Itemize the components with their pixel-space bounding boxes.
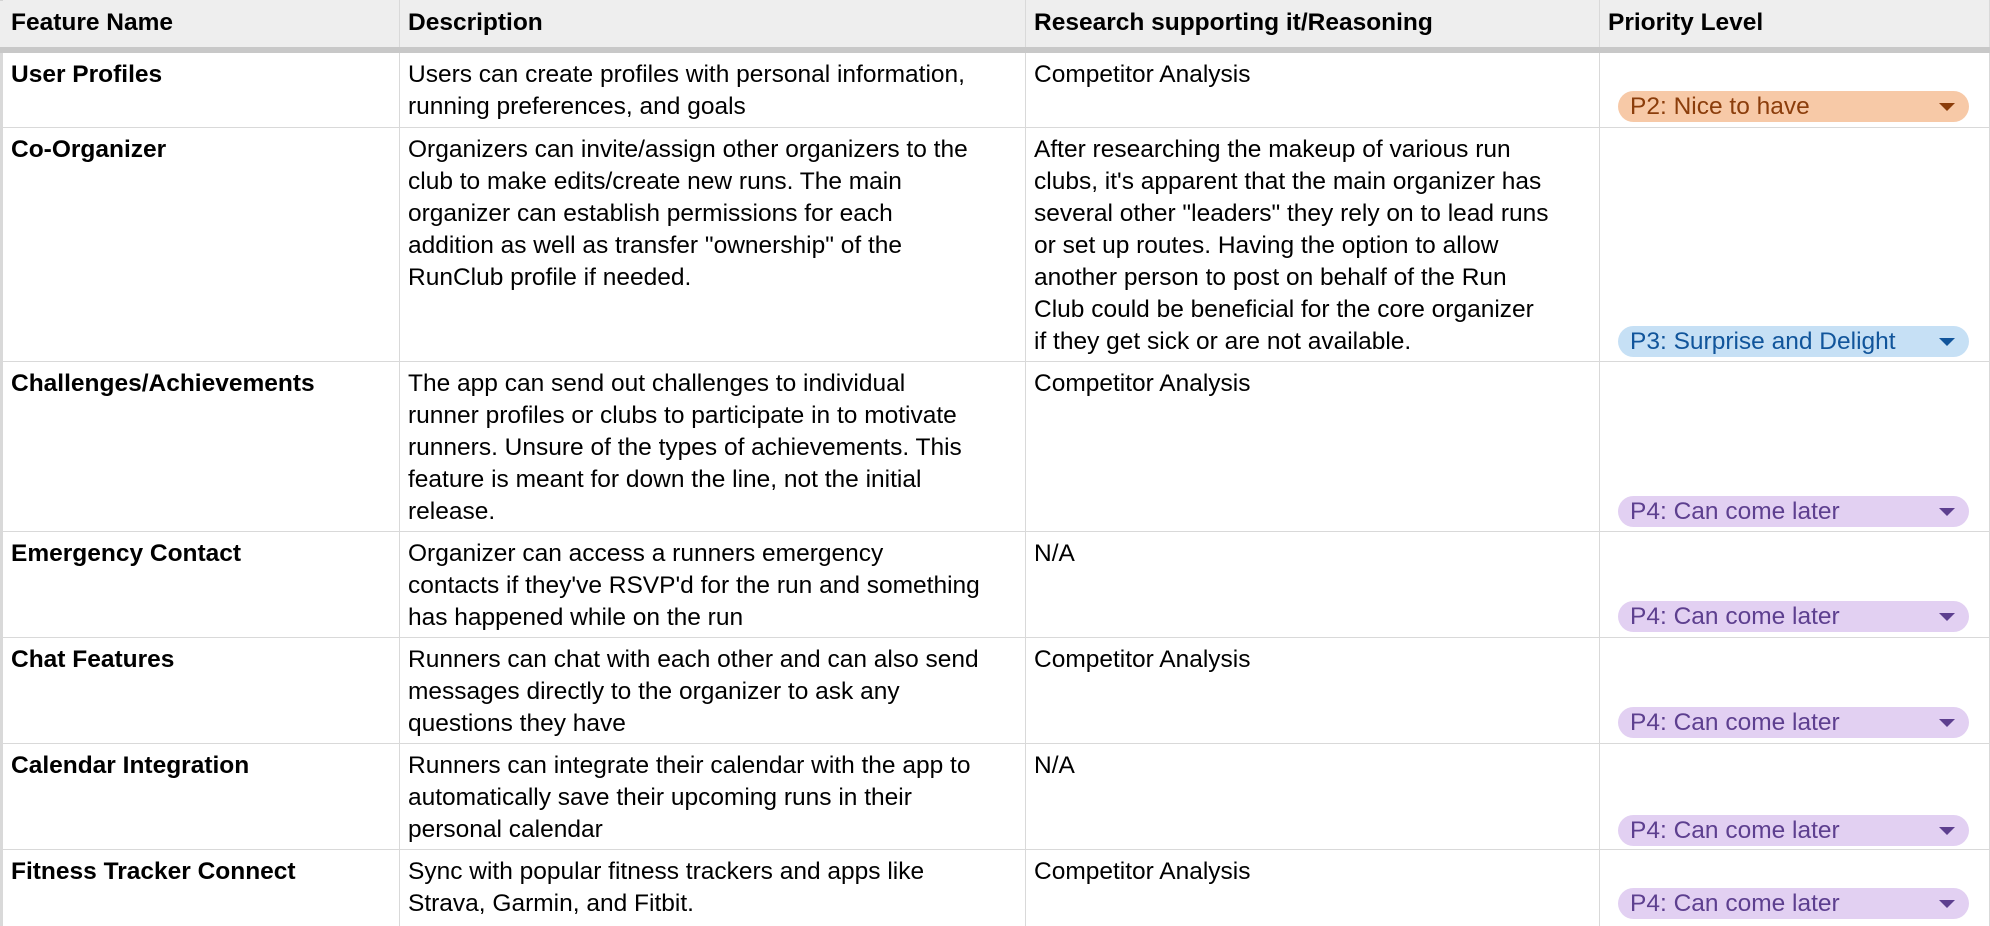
text-line: Competitor Analysis	[1034, 858, 1251, 885]
dropdown-caret-icon	[1939, 508, 1955, 516]
text-line: or set up routes. Having the option to allow	[1034, 232, 1499, 259]
text-line: has happened while on the run	[408, 604, 744, 631]
text-line: N/A	[1034, 540, 1075, 567]
dropdown-caret-icon	[1939, 613, 1955, 621]
priority-dropdown-chip[interactable]	[1618, 888, 1969, 919]
cell-description[interactable]	[400, 744, 1026, 850]
priority-label: P4: Can come later	[1630, 709, 1840, 736]
text-line: Club could be beneficial for the core organizer	[1034, 296, 1534, 323]
cell-feature-name[interactable]: Co-Organizer	[3, 128, 400, 362]
priority-dropdown-chip[interactable]	[1618, 707, 1969, 738]
dropdown-caret-icon	[1939, 103, 1955, 111]
cell-description[interactable]	[400, 128, 1026, 362]
cell-description[interactable]	[400, 53, 1026, 128]
priority-dropdown-chip[interactable]	[1618, 601, 1969, 632]
text-line: messages directly to the organizer to ask any	[408, 678, 900, 705]
text-line: N/A	[1034, 752, 1075, 779]
text-line: Runners can chat with each other and can also send	[408, 646, 979, 673]
cell-feature-name[interactable]: User Profiles	[3, 53, 400, 128]
priority-label: P4: Can come later	[1630, 603, 1840, 630]
text-line: personal calendar	[408, 816, 603, 843]
dropdown-caret-icon	[1939, 338, 1955, 346]
cell-description[interactable]	[400, 362, 1026, 532]
header-feature-name[interactable]: Feature Name	[3, 0, 400, 48]
text-line: club to make edits/create new runs. The main	[408, 168, 902, 195]
dropdown-caret-icon	[1939, 719, 1955, 727]
text-line: Strava, Garmin, and Fitbit.	[408, 890, 694, 917]
priority-label: P4: Can come later	[1630, 890, 1840, 917]
cell-feature-name[interactable]: Challenges/Achievements	[3, 362, 400, 532]
text-line: runner profiles or clubs to participate in to motivate	[408, 402, 957, 429]
header-research[interactable]: Research supporting it/Reasoning	[1026, 0, 1600, 48]
cell-feature-name[interactable]: Fitness Tracker Connect	[3, 850, 400, 926]
text-line: Runners can integrate their calendar with the app to	[408, 752, 971, 779]
text-line: another person to post on behalf of the Run	[1034, 264, 1507, 291]
cell-research[interactable]	[1026, 128, 1600, 362]
text-line: After researching the makeup of various run	[1034, 136, 1511, 163]
cell-research[interactable]	[1026, 744, 1600, 850]
priority-dropdown-chip[interactable]	[1618, 496, 1969, 527]
text-line: questions they have	[408, 710, 626, 737]
cell-research[interactable]	[1026, 850, 1600, 926]
text-line: clubs, it's apparent that the main organizer has	[1034, 168, 1542, 195]
text-line: if they get sick or are not available.	[1034, 328, 1412, 355]
cell-research[interactable]	[1026, 53, 1600, 128]
text-line: Competitor Analysis	[1034, 646, 1251, 673]
text-line: The app can send out challenges to individual	[408, 370, 906, 397]
text-line: Competitor Analysis	[1034, 370, 1251, 397]
cell-feature-name[interactable]: Calendar Integration	[3, 744, 400, 850]
cell-research[interactable]	[1026, 638, 1600, 744]
text-line: RunClub profile if needed.	[408, 264, 692, 291]
text-line: contacts if they've RSVP'd for the run and something	[408, 572, 980, 599]
text-line: organizer can establish permissions for each	[408, 200, 893, 227]
header-description[interactable]: Description	[400, 0, 1026, 48]
priority-dropdown-chip[interactable]	[1618, 91, 1969, 122]
priority-label: P4: Can come later	[1630, 498, 1840, 525]
text-line: feature is meant for down the line, not the initial	[408, 466, 922, 493]
text-line: several other "leaders" they rely on to lead runs	[1034, 200, 1549, 227]
priority-label: P2: Nice to have	[1630, 93, 1810, 120]
cell-description[interactable]	[400, 638, 1026, 744]
text-line: runners. Unsure of the types of achievements. This	[408, 434, 962, 461]
text-line: Users can create profiles with personal information,	[408, 61, 965, 88]
dropdown-caret-icon	[1939, 827, 1955, 835]
text-line: addition as well as transfer "ownership" of the	[408, 232, 903, 259]
header-priority[interactable]: Priority Level	[1600, 0, 1990, 48]
cell-description[interactable]	[400, 850, 1026, 926]
cell-description[interactable]	[400, 532, 1026, 638]
priority-dropdown-chip[interactable]	[1618, 815, 1969, 846]
dropdown-caret-icon	[1939, 900, 1955, 908]
text-line: Sync with popular fitness trackers and apps like	[408, 858, 925, 885]
priority-label: P3: Surprise and Delight	[1630, 328, 1896, 355]
cell-feature-name[interactable]: Chat Features	[3, 638, 400, 744]
cell-research[interactable]	[1026, 362, 1600, 532]
priority-dropdown-chip[interactable]	[1618, 326, 1969, 357]
text-line: running preferences, and goals	[408, 93, 746, 120]
cell-feature-name[interactable]: Emergency Contact	[3, 532, 400, 638]
priority-label: P4: Can come later	[1630, 817, 1840, 844]
text-line: release.	[408, 498, 496, 525]
text-line: automatically save their upcoming runs in their	[408, 784, 912, 811]
cell-research[interactable]	[1026, 532, 1600, 638]
text-line: Organizer can access a runners emergency	[408, 540, 884, 567]
text-line: Competitor Analysis	[1034, 61, 1251, 88]
text-line: Organizers can invite/assign other organizers to the	[408, 136, 968, 163]
